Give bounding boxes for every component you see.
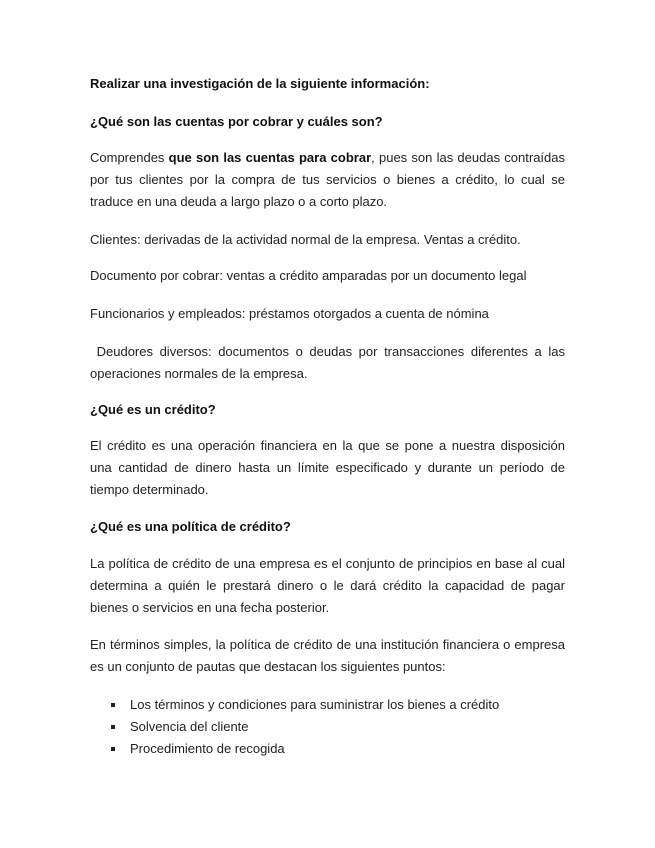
bullet-square-icon [111, 747, 115, 751]
question-heading-politica: ¿Qué es una política de crédito? [90, 519, 291, 534]
paragraph-terminos: En términos simples, la política de crédito de una institución financiera o empresa es un conjunto de pautas que destacan los siguientes puntos: [90, 637, 565, 674]
bullet-square-icon [111, 725, 115, 729]
paragraph-clientes: Clientes: derivadas de la actividad normal de la empresa. Ventas a crédito. [90, 232, 521, 247]
list-item-text: Solvencia del cliente [130, 719, 249, 734]
paragraph-cuentas-post: , pues son las deudas contraídas por tus clientes por la compra de tus servicios o bienes a crédito, lo cual se traduce en una deuda a largo plazo o a corto plazo. [90, 150, 566, 209]
question-heading-cuentas: ¿Qué son las cuentas por cobrar y cuáles son? [90, 114, 383, 129]
paragraph-documento: Documento por cobrar: ventas a crédito amparadas por un documento legal [90, 268, 527, 283]
bullet-square-icon [111, 703, 115, 707]
list-item-text: Los términos y condiciones para suministrar los bienes a crédito [130, 697, 500, 712]
paragraph-cuentas-bold: que son las cuentas para cobrar [168, 150, 372, 165]
list-item [90, 738, 565, 760]
paragraph-politica: La política de crédito de una empresa es el conjunto de principios en base al cual determina a quién le prestará dinero o le dará crédito la capacidad de pagar bienes o servicios en una fecha posterior. [90, 556, 565, 615]
paragraph-deudores: Deudores diversos: documentos o deudas por transacciones diferentes a las operaciones normales de la empresa. [90, 344, 569, 381]
main-heading: Realizar una investigación de la siguiente información: [90, 76, 430, 91]
list-item [90, 694, 565, 716]
question-heading-credito: ¿Qué es un crédito? [90, 402, 216, 417]
paragraph-cuentas-por-cobrar [90, 147, 565, 213]
list-item [90, 716, 565, 738]
paragraph-credito: El crédito es una operación financiera en la que se pone a nuestra disposición una cantidad de dinero hasta un límite especificado y durante un período de tiempo determinado. [90, 438, 565, 497]
bullet-list [90, 694, 565, 760]
paragraph-cuentas-pre: Comprendes [90, 150, 169, 165]
paragraph-funcionarios: Funcionarios y empleados: préstamos otorgados a cuenta de nómina [90, 306, 489, 321]
list-item-text: Procedimiento de recogida [130, 741, 285, 756]
